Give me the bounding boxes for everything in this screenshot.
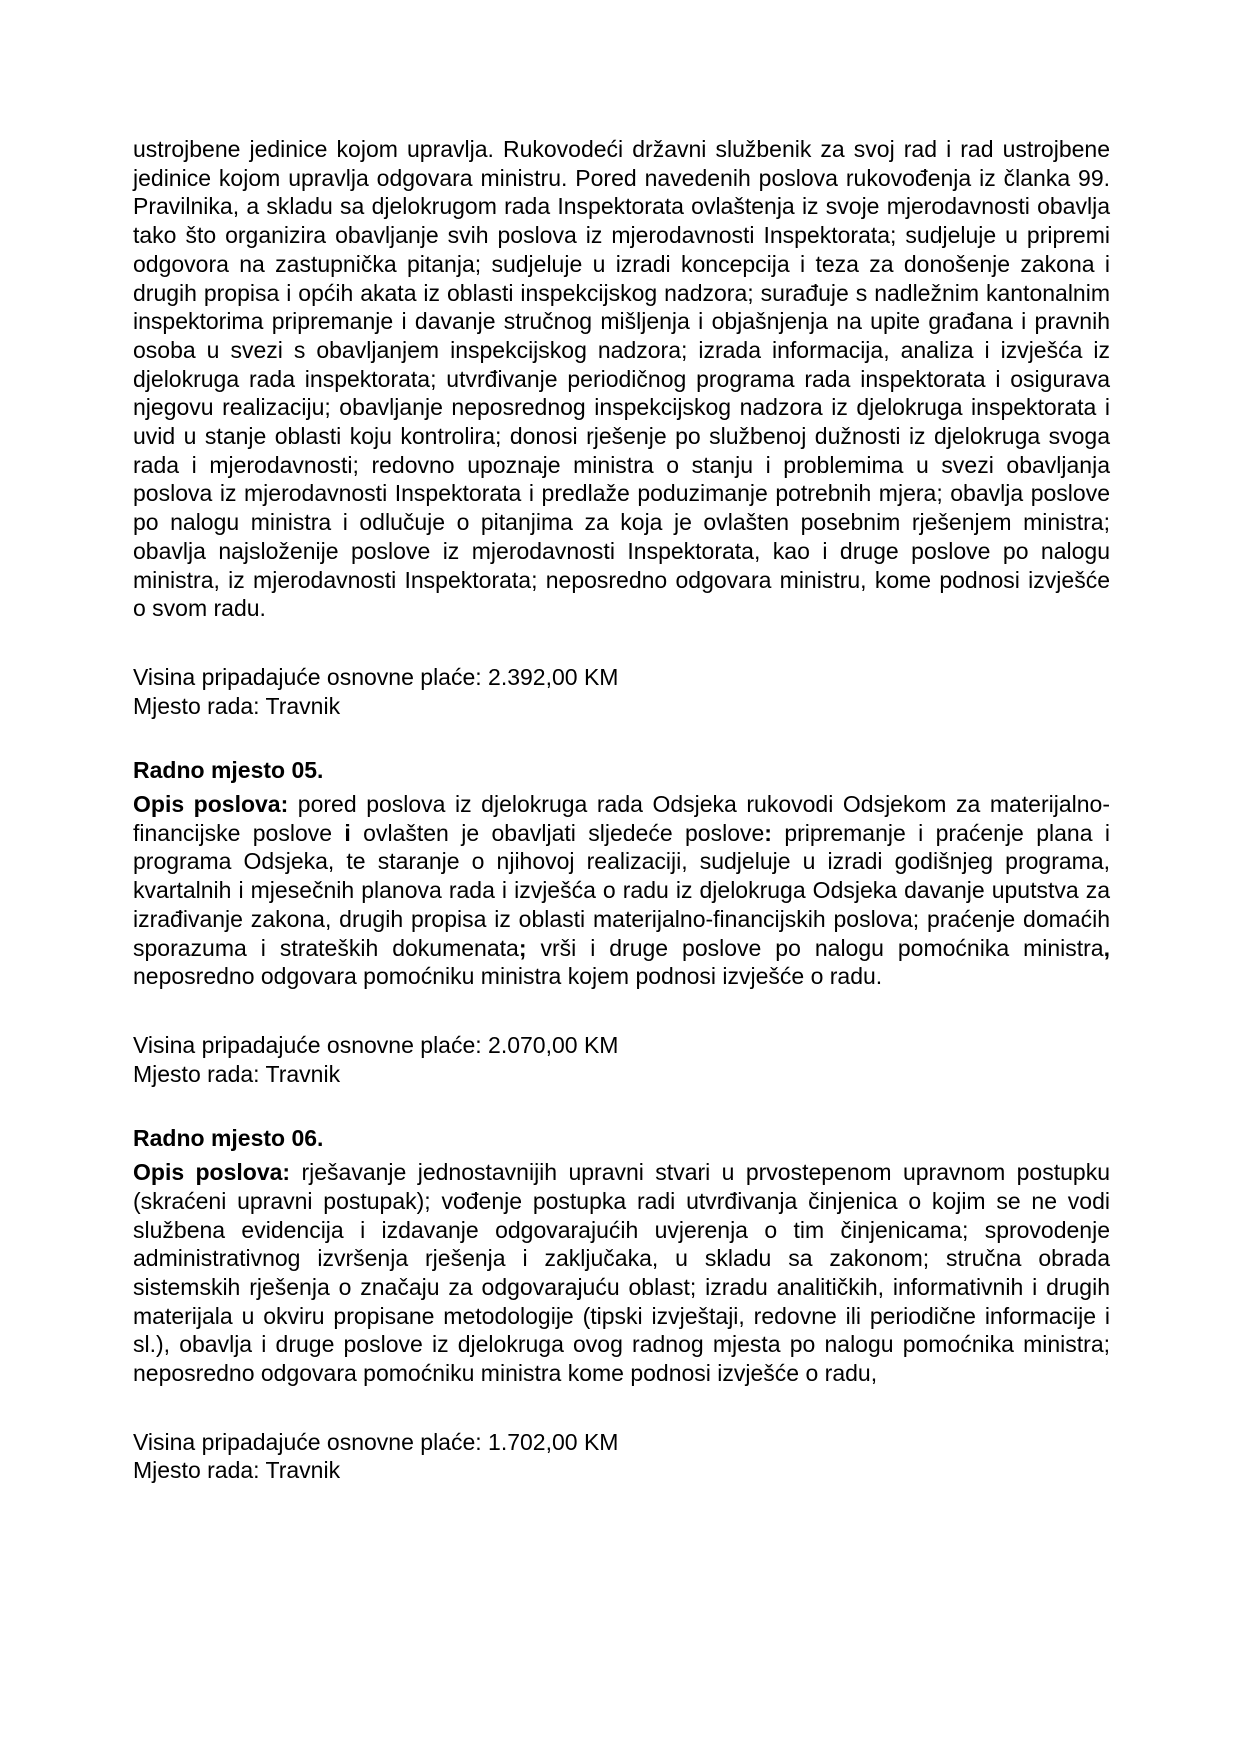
text-run: : [764, 819, 772, 846]
position-06-title: Radno mjesto 06. [133, 1125, 324, 1152]
text-run: , [1103, 934, 1110, 961]
text-run: i [344, 819, 351, 846]
intro-salary-line: Visina pripadajuće osnovne plaće: 2.392,00 KM [133, 663, 619, 690]
intro-paragraph: ustrojbene jedinice kojom upravlja. Rukovodeći državni službenik za svoj rad i rad ustrojbene jedinice kojom upravlja odgovara ministru. Pored navedenih poslova rukovođenja iz članka 99. Pravilnika, a skladu sa djelokrugom rada Inspektorata ovlaštenja iz svoje mjerodavnosti obavlja tako što organizira obavljanje svih poslova iz mjerodavnosti Inspektorata; sudjeluje u pripremi odgovora na zastupnička pitanja; sudjeluje u izradi koncepcija i teza za donošenje zakona i drugih propisa i općih akata iz oblasti inspekcijskog nadzora; surađuje s nadležnim kantonalnim inspektorima pripremanje i davanje stručnog mišljenja i objašnjenja na upite građana i pravnih osoba u svezi s obavljanjem inspekcijskog nadzora; izrada informacija, analiza i izvješća iz djelokruga rada inspektorata; utvrđivanje periodičnog programa rada inspektorata i osigurava njegovu realizaciju; obavljanje neposrednog inspekcijskog nadzora iz djelokruga inspektorata i uvid u stanje oblasti koju kontrolira; donosi rješenje po službenoj dužnosti iz djelokruga svoga rada i mjerodavnosti; redovno upoznaje ministra o stanju i problemima u svezi obavljanja poslova iz mjerodavnosti Inspektorata i predlaže poduzimanje potrebnih mjera; obavlja poslove po nalogu ministra i odlučuje o pitanjima za koja je ovlašten posebnim rješenjem ministra; obavlja najsloženije poslove iz mjerodavnosti Inspektorata, kao i druge poslove po nalogu ministra, iz mjerodavnosti Inspektorata; neposredno odgovara ministru, kome podnosi izvješće o svom radu. [133, 136, 1110, 622]
position-06-description [133, 1158, 1110, 1388]
text-run: Opis poslova: [133, 1159, 291, 1186]
text-run: ovlašten je obavljati sljedeće poslove [350, 819, 765, 846]
text-run: neposredno odgovara pomoćniku ministra kojem podnosi izvješće o radu. [133, 963, 883, 990]
text-run: vrši i druge poslove po nalogu pomoćnika ministra [526, 934, 1104, 961]
position-06-salary-line: Visina pripadajuće osnovne plaće: 1.702,00 KM [133, 1428, 619, 1455]
text-run: Opis poslova: [133, 791, 289, 818]
position-06-location-line: Mjesto rada: Travnik [133, 1457, 341, 1484]
position-06-salary-block [133, 1428, 1110, 1485]
intro-location-line: Mjesto rada: Travnik [133, 692, 341, 719]
position-05-description [133, 790, 1110, 991]
position-05-location-line: Mjesto rada: Travnik [133, 1060, 341, 1087]
position-05-section [133, 756, 1110, 1088]
position-05-salary-block [133, 1031, 1110, 1088]
text-run: pripremanje i praćenje plana i programa Odsjeka, te staranje o njihovoj realizaciji, sudjeluje u izradi godišnjeg programa, kvartalnih i mjesečnih planova rada i izvješća o radu iz djelokruga Odsjeka davanje uputstva za izrađivanje zakona, drugih propisa iz oblasti materijalno-financijskih poslova; praćenje domaćih sporazuma i strateških dokumenata [133, 819, 1110, 961]
text-run: rješavanje jednostavnijih upravni stvari u prvostepenom upravnom postupku (skraćeni upravni postupak); vođenje postupka radi utvrđivanja činjenica o kojim se ne vodi službena evidencija i izdavanje odgovarajućih uvjerenja o tim činjenicama; sprovodenje administrativnog izvršenja rješenja i zaključaka, u skladu sa zakonom; stručna obrada sistemskih rješenja o značaju za odgovarajuću oblast; izradu analitičkih, informativnih i drugih materijala u okviru propisane metodologije (tipski izvještaji, redovne ili periodične informacije i sl.), obavlja i druge poslove iz djelokruga ovog radnog mjesta po nalogu pomoćnika ministra; neposredno odgovara pomoćniku ministra kome podnosi izvješće o radu, [133, 1159, 1110, 1387]
text-run: pored poslova iz djelokruga rada Odsjeka rukovodi Odsjekom za materijalno- financijske poslove [133, 791, 1110, 846]
text-run: ; [518, 934, 527, 961]
intro-salary-block [133, 663, 1110, 720]
position-05-salary-line: Visina pripadajuće osnovne plaće: 2.070,00 KM [133, 1031, 619, 1058]
position-05-title: Radno mjesto 05. [133, 757, 324, 784]
position-06-section [133, 1124, 1110, 1485]
